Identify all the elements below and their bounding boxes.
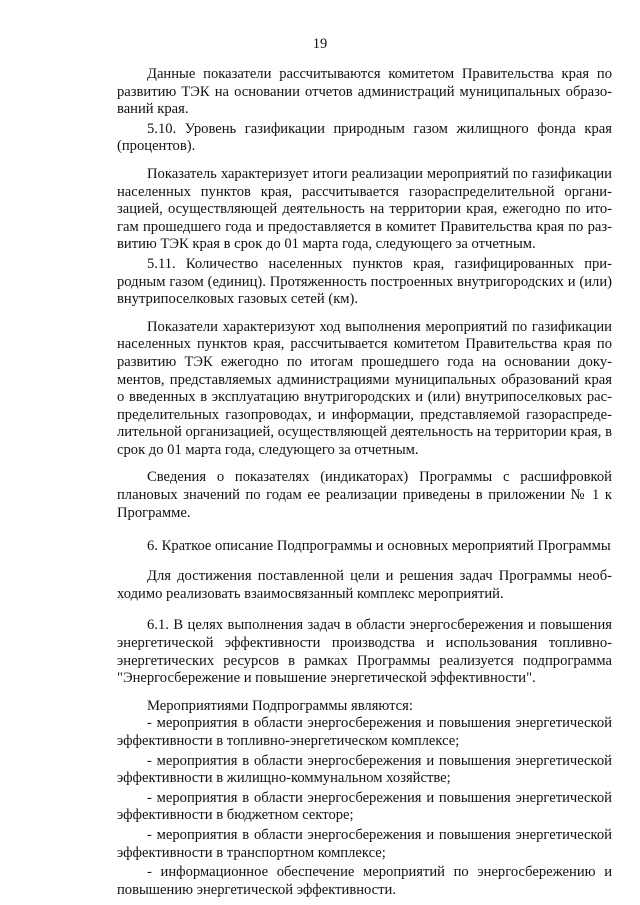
paragraph-subprogram-6-1: 6.1. В целях выполнения задач в области энергосбережения и повышения энергетической эффективности производства и использования топливно-энергетических ресурсов в рамках Программы реализуется подпрограмма "Энергосбережение и повышение энергетической эффективности". xyxy=(117,617,612,687)
page-number: 19 xyxy=(312,36,328,52)
section-heading-number: 6. xyxy=(147,538,162,555)
list-item: - мероприятия в области энергосбережения и повышения энергетической эффективности в бюджетном секторе; xyxy=(117,789,612,824)
paragraph-indicator-5-11: 5.11. Количество населенных пунктов края, газифицированных природным газом (единиц). Протяженность построенных внутригородских и (или) внутрипоселковых газовых сетей (км). xyxy=(117,255,612,308)
section-heading-title: Краткое описание Подпрограммы и основных мероприятий Программы xyxy=(161,538,611,555)
measures-list xyxy=(117,715,612,899)
paragraph-indicators-appendix: Сведения о показателях (индикаторах) Программы с расшифровкой плановых значений по годам ее реализации приведены в приложении № 1 к Программе. xyxy=(117,469,612,521)
paragraph-indicator-5-10: 5.10. Уровень газификации природным газом жилищного фонда края (процентов). xyxy=(117,120,612,155)
list-item: - мероприятия в области энергосбережения и повышения энергетической эффективности в жилищно-коммунальном хозяйстве; xyxy=(117,752,612,787)
list-item: - мероприятия в области энергосбережения и повышения энергетической эффективности в транспортном комплексе; xyxy=(117,826,612,861)
paragraph-indicator-5-11-description: Показатели характеризуют ход выполнения мероприятий по газификации населенных пунктов края, рассчитывается комитетом Правительства края по развитию ТЭК ежегодно по итогам прошедшего года на основании документов, представляемых администрациями муниципальных образований края о введенных в эксплуатацию внутригородских и (или) внутрипоселковых распределительных газопроводах, и информации, представляемой газораспределительной организацией, осуществляющей деятельность на территории края, в срок до 01 марта года, следующего за отчетным. xyxy=(117,318,612,458)
paragraph-goal: Для достижения поставленной цели и решения задач Программы необходимо реализовать взаимосвязанный комплекс мероприятий. xyxy=(117,568,612,602)
list-item: - мероприятия в области энергосбережения и повышения энергетической эффективности в топливно-энергетическом комплексе; xyxy=(117,715,612,749)
paragraph-data-source: Данные показатели рассчитываются комитетом Правительства края по развитию ТЭК на основании отчетов администраций муниципальных образований края. xyxy=(117,66,612,118)
document-body xyxy=(117,66,612,899)
section-heading xyxy=(147,538,612,554)
list-item: - информационное обеспечение мероприятий по энергосбережению и повышению энергетической эффективности. xyxy=(117,864,612,898)
paragraph-indicator-5-10-description: Показатель характеризует итоги реализации мероприятий по газификации населенных пунктов края, рассчитывается газораспределительной организацией, осуществляющей деятельность на территории края, ежегодно по итогам прошедшего года и предоставляется в комитет Правительства края по развитию ТЭК края в срок до 01 марта года, следующего за отчетным. xyxy=(117,165,612,253)
paragraph-measures-intro: Мероприятиями Подпрограммы являются: xyxy=(147,697,413,714)
